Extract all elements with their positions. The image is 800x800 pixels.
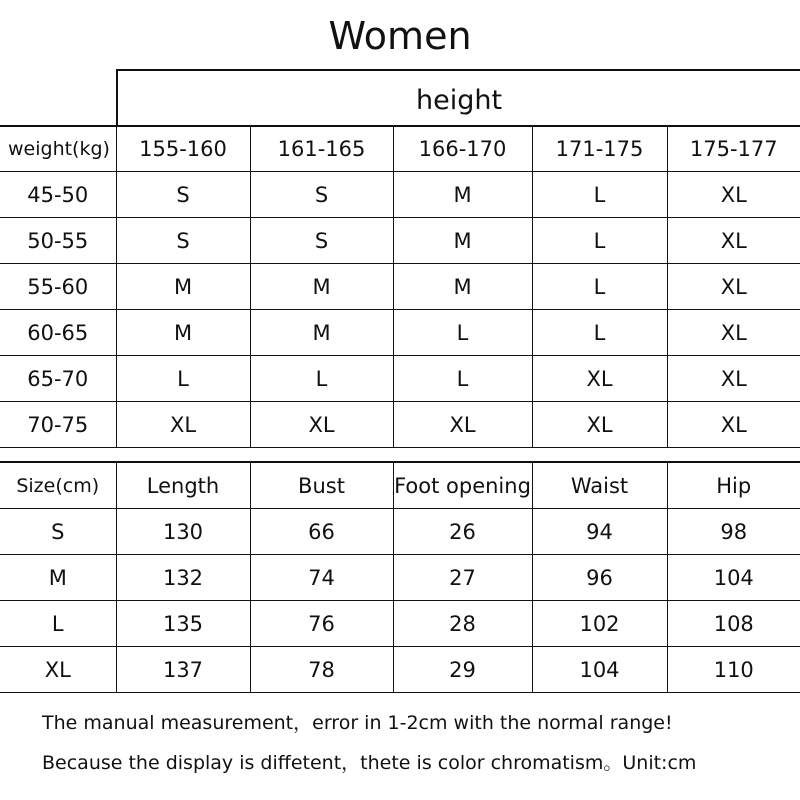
weight-range-cell: 70-75 bbox=[0, 402, 116, 448]
table-row bbox=[0, 356, 800, 402]
weight-range-cell: 65-70 bbox=[0, 356, 116, 402]
measurement-cell: 135 bbox=[116, 601, 250, 647]
measurement-cell: 102 bbox=[532, 601, 667, 647]
measurement-cell: 108 bbox=[667, 601, 800, 647]
measurement-header-row bbox=[0, 462, 800, 509]
size-cell: XL bbox=[532, 356, 667, 402]
size-cell: XL bbox=[667, 310, 800, 356]
height-label: height bbox=[415, 85, 503, 116]
size-cell: XL bbox=[667, 356, 800, 402]
size-cell: S bbox=[116, 218, 250, 264]
size-cell: S bbox=[250, 218, 393, 264]
table-row bbox=[0, 601, 800, 647]
height-header bbox=[116, 69, 800, 125]
measurement-cell: 137 bbox=[116, 647, 250, 693]
height-range-header: 175-177 bbox=[667, 126, 800, 172]
measurement-cell: 78 bbox=[250, 647, 393, 693]
size-cell: M bbox=[250, 264, 393, 310]
size-cell: L bbox=[532, 218, 667, 264]
measurement-cell: 110 bbox=[667, 647, 800, 693]
table-row bbox=[0, 555, 800, 601]
weight-range-cell: 55-60 bbox=[0, 264, 116, 310]
measurement-cell: 96 bbox=[532, 555, 667, 601]
size-cell: XL bbox=[116, 402, 250, 448]
size-cell: XL bbox=[532, 402, 667, 448]
measurement-column-header: Waist bbox=[532, 462, 667, 509]
measurement-cell: 76 bbox=[250, 601, 393, 647]
measurement-cell: 104 bbox=[532, 647, 667, 693]
size-cell: XL bbox=[667, 402, 800, 448]
size-cell: M bbox=[393, 264, 532, 310]
size-cell: XL bbox=[250, 402, 393, 448]
measurement-column-header: Foot opening bbox=[393, 462, 532, 509]
measurement-cell: 66 bbox=[250, 509, 393, 555]
fit-table-header-row bbox=[0, 126, 800, 172]
table-row bbox=[0, 647, 800, 693]
measurement-cell: 104 bbox=[667, 555, 800, 601]
size-cell: L bbox=[250, 356, 393, 402]
size-cell: M bbox=[116, 264, 250, 310]
measurement-note: The manual measurement，error in 1-2cm with the normal range! bbox=[42, 712, 673, 734]
table-row bbox=[0, 402, 800, 448]
measurement-column-header: Length bbox=[116, 462, 250, 509]
table-row bbox=[0, 310, 800, 356]
size-cell: S bbox=[116, 172, 250, 218]
color-note: Because the display is diffetent，thete is color chromatism。Unit:cm bbox=[42, 752, 697, 774]
weight-range-cell: 60-65 bbox=[0, 310, 116, 356]
height-range-header: 166-170 bbox=[393, 126, 532, 172]
weight-range-cell: 50-55 bbox=[0, 218, 116, 264]
table-row bbox=[0, 218, 800, 264]
size-cell: L bbox=[532, 172, 667, 218]
measurement-cell: 26 bbox=[393, 509, 532, 555]
size-column-header: Size(cm) bbox=[0, 462, 116, 509]
size-label-cell: XL bbox=[0, 647, 116, 693]
measurement-cell: 27 bbox=[393, 555, 532, 601]
size-cell: L bbox=[532, 264, 667, 310]
height-range-header: 155-160 bbox=[116, 126, 250, 172]
size-cell: M bbox=[116, 310, 250, 356]
table-row bbox=[0, 264, 800, 310]
size-cell: XL bbox=[393, 402, 532, 448]
size-cell: L bbox=[116, 356, 250, 402]
size-cell: L bbox=[393, 310, 532, 356]
size-cell: M bbox=[250, 310, 393, 356]
measurement-cell: 74 bbox=[250, 555, 393, 601]
size-fit-table bbox=[0, 125, 800, 448]
size-cell: S bbox=[250, 172, 393, 218]
measurement-cell: 28 bbox=[393, 601, 532, 647]
height-range-header: 171-175 bbox=[532, 126, 667, 172]
measurement-column-header: Bust bbox=[250, 462, 393, 509]
size-label-cell: L bbox=[0, 601, 116, 647]
page-title: Women bbox=[328, 14, 472, 58]
height-range-header: 161-165 bbox=[250, 126, 393, 172]
table-row bbox=[0, 509, 800, 555]
measurement-cell: 29 bbox=[393, 647, 532, 693]
measurement-cell: 132 bbox=[116, 555, 250, 601]
size-cell: L bbox=[532, 310, 667, 356]
size-cell: M bbox=[393, 218, 532, 264]
measurement-table bbox=[0, 461, 800, 693]
measurement-cell: 130 bbox=[116, 509, 250, 555]
size-cell: XL bbox=[667, 264, 800, 310]
table-row bbox=[0, 172, 800, 218]
size-cell: XL bbox=[667, 172, 800, 218]
weight-column-header: weight(kg) bbox=[0, 126, 116, 172]
size-label-cell: S bbox=[0, 509, 116, 555]
size-cell: L bbox=[393, 356, 532, 402]
size-cell: M bbox=[393, 172, 532, 218]
measurement-cell: 98 bbox=[667, 509, 800, 555]
measurement-cell: 94 bbox=[532, 509, 667, 555]
size-cell: XL bbox=[667, 218, 800, 264]
measurement-column-header: Hip bbox=[667, 462, 800, 509]
weight-range-cell: 45-50 bbox=[0, 172, 116, 218]
size-label-cell: M bbox=[0, 555, 116, 601]
